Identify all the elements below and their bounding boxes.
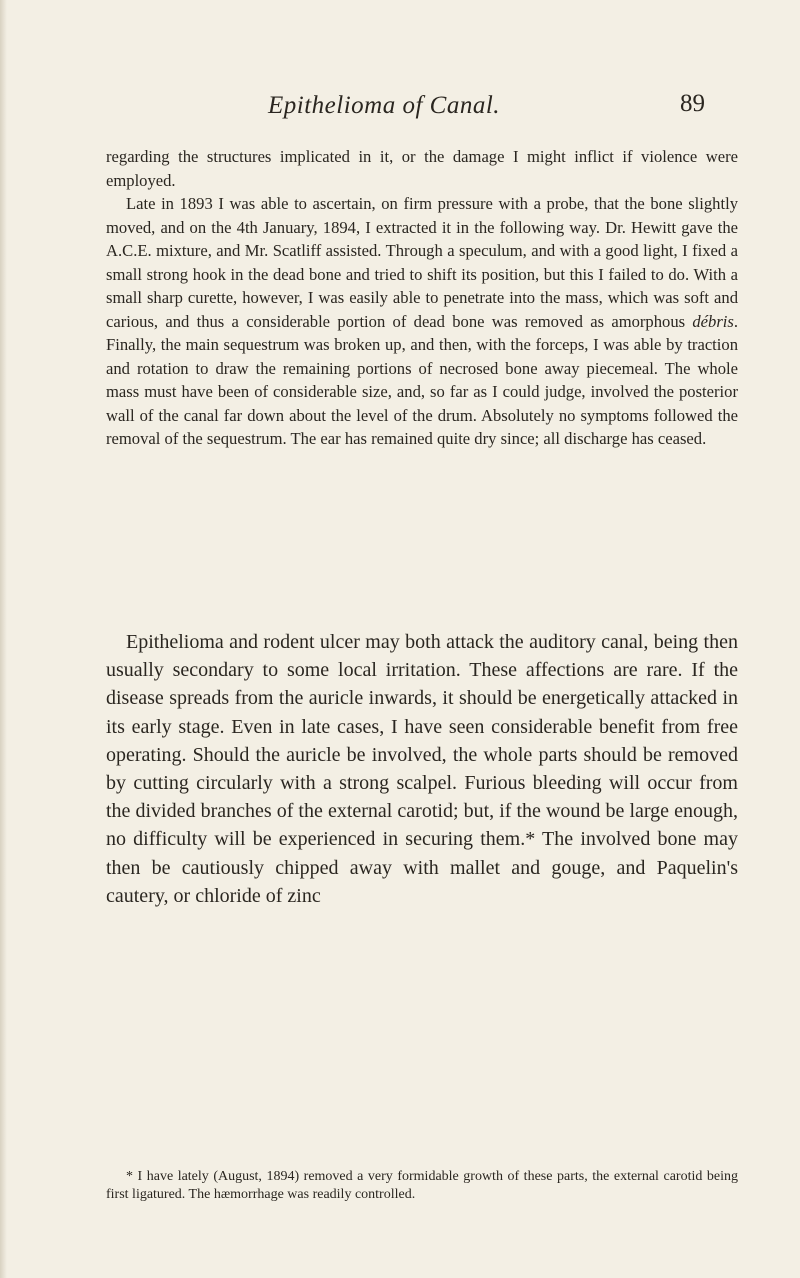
page-binding-shadow	[0, 0, 7, 1278]
footnote: * I have lately (August, 1894) removed a very formidable growth of these parts, the external carotid being first ligatured. The hæmorrhage was readily controlled.	[106, 1169, 738, 1202]
running-title: Epithelioma of Canal.	[268, 92, 501, 119]
italic-debris: débris	[692, 311, 734, 331]
paragraph-operation	[106, 192, 738, 451]
page-number: 89	[680, 90, 705, 117]
paragraph-epithelioma: Epithelioma and rodent ulcer may both attack the auditory canal, being then usually secondary to some local irritation. These affections are rare. If the disease spreads from the auricle inwards, it should be energetically attacked in its early stage. Even in late cases, I have seen considerable benefit from free operating. Should the auricle be involved, the whole parts should be removed by cutting circularly with a strong scalpel. Furious bleeding will occur from the divided branches of the external carotid; but, if the wound be large enough, no difficulty will be experienced in securing them.* The involved bone may then be cautiously chipped away with mallet and gouge, and Paquelin's cautery, or chloride of zinc	[106, 631, 738, 907]
small-type-section	[106, 145, 738, 451]
paragraph-continuation: regarding the structures implicated in it, or the damage I might inflict if violence were employed.	[106, 147, 738, 190]
paragraph-operation-text-b: . Finally, the main sequestrum was broken up, and then, with the forceps, I was able by traction and rotation to draw the remaining portions of necrosed bone away piecemeal. The whole mass must have been of considerable size, and, so far as I could judge, involved the posterior wall of the canal far down about the level of the drum. Absolutely no symptoms followed the removal of the sequestrum. The ear has remained quite dry since; all discharge has ceased.	[106, 311, 738, 448]
paragraph-operation-text-a: Late in 1893 I was able to ascertain, on firm pressure with a probe, that the bone slightly moved, and on the 4th January, 1894, I extracted it in the following way. Dr. Hewitt gave the A.C.E. mixture, and Mr. Scatliff assisted. Through a speculum, and with a good light, I fixed a small strong hook in the dead bone and tried to shift its position, but this I failed to do. With a small sharp curette, however, I was easily able to penetrate into the mass, which was soft and carious, and thus a considerable portion of dead bone was removed as amorphous	[106, 194, 738, 331]
